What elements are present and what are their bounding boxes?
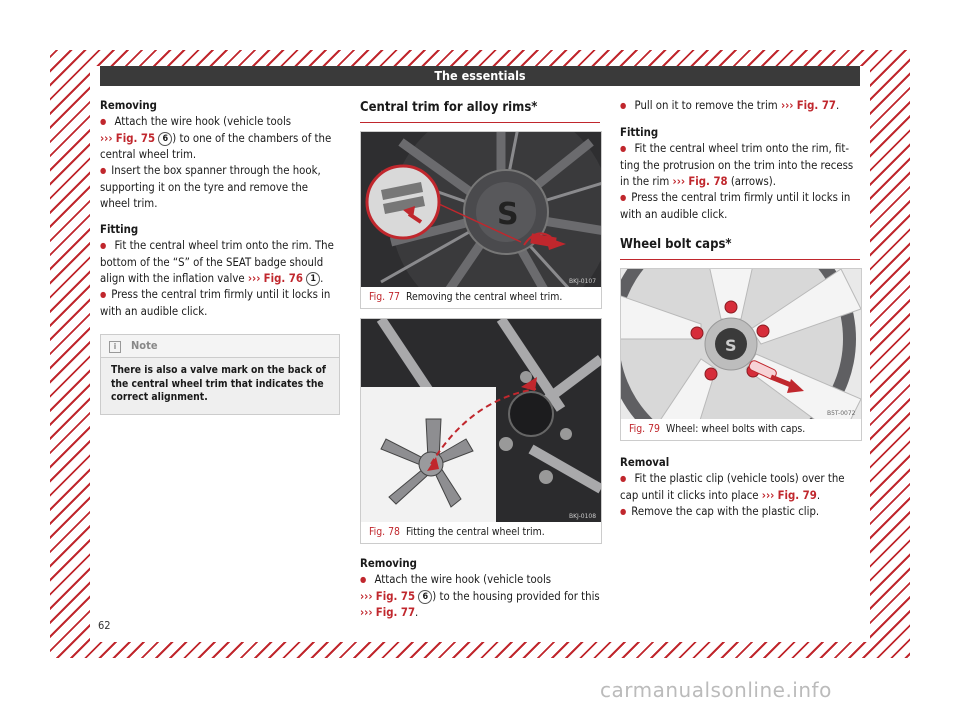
removing-subheading-2: Removing bbox=[360, 557, 417, 570]
wheel-trim-fitting-image bbox=[361, 319, 601, 522]
svg-text:S: S bbox=[725, 336, 737, 355]
note-text: There is also a valve mark on the back of the central wheel trim that indicates the correct alignment. bbox=[111, 364, 326, 403]
fig-77-link[interactable]: Fig. 77 bbox=[796, 99, 836, 112]
wheel-trim-removal-image bbox=[361, 132, 601, 287]
figure-77-caption: Fig. 77 Removing the central wheel trim. bbox=[369, 291, 563, 303]
removing-subheading: Removing bbox=[100, 99, 157, 112]
info-icon: i bbox=[109, 341, 121, 353]
removing-step-2: ● Insert the box spanner through the hook, supporting it on the tyre and remove the wheel trim. bbox=[100, 163, 340, 212]
fitting-subheading: Fitting bbox=[100, 223, 139, 236]
figure-79 bbox=[620, 268, 862, 441]
ref-arrow: ››› bbox=[672, 175, 686, 188]
fitting-subheading-2: Fitting bbox=[620, 126, 659, 139]
right-fitting-step-2: ● Press the central trim firmly until it locks in with an audible click. bbox=[620, 190, 860, 223]
ref-arrow: ››› bbox=[780, 99, 794, 112]
figure-code: BKJ-0107 bbox=[569, 278, 597, 285]
central-trim-heading: Central trim for alloy rims* bbox=[360, 100, 600, 123]
ref-arrow: ››› bbox=[360, 606, 373, 619]
ref-arrow: ››› bbox=[247, 272, 261, 285]
right-column bbox=[620, 94, 860, 521]
ref-arrow: ››› bbox=[761, 489, 775, 502]
removal-step-1: ● Fit the plastic clip (vehicle tools) over the cap until it clicks into place ››› Fig. 79. bbox=[620, 471, 860, 504]
figure-78 bbox=[360, 318, 602, 544]
figure-78-caption: Fig. 78 Fitting the central wheel trim. bbox=[369, 526, 545, 538]
figure-code: B5T-0072 bbox=[827, 410, 856, 417]
wheel-bolt-caps-heading: Wheel bolt caps* bbox=[620, 237, 860, 260]
removing-step-1: ● Attach the wire hook (vehicle tools ››› Fig. 75 6 ) to one of the chambers of the central wheel trim. bbox=[100, 114, 340, 163]
ref-arrow: ››› bbox=[360, 590, 373, 603]
fitting-step-1: ● Fit the central wheel trim onto the rim. The bottom of the “S” of the SEAT badge should align with the inflation valve ››› Fig. 76 1 . bbox=[100, 238, 340, 287]
removal-subheading: Removal bbox=[620, 456, 670, 469]
callout-6: 6 bbox=[418, 590, 432, 604]
fitting-step-2: ● Press the central trim firmly until it locks in with an audible click. bbox=[100, 287, 340, 320]
middle-removing-step-1: ● Attach the wire hook (vehicle tools ››› Fig. 75 6 ) to the housing provided for this ››› Fig. 77. bbox=[360, 572, 600, 621]
removal-step-2: ● Remove the cap with the plastic clip. bbox=[620, 504, 860, 521]
fig-75-link[interactable]: Fig. 75 bbox=[375, 590, 416, 603]
note-box bbox=[100, 334, 340, 415]
figure-code: BKJ-0108 bbox=[569, 513, 597, 520]
fig-79-link[interactable]: Fig. 79 bbox=[777, 489, 817, 502]
section-header: The essentials bbox=[100, 66, 860, 86]
wheel-bolt-caps-image bbox=[621, 269, 861, 419]
pull-step: ● Pull on it to remove the trim ››› Fig. 77. bbox=[620, 98, 860, 115]
left-column bbox=[100, 94, 340, 415]
svg-text:S: S bbox=[497, 197, 519, 232]
ref-arrow: ››› bbox=[100, 132, 113, 145]
figure-79-caption: Fig. 79 Wheel: wheel bolts with caps. bbox=[629, 423, 806, 435]
middle-column bbox=[360, 100, 600, 621]
note-header: i Note bbox=[101, 335, 339, 358]
watermark: carmanualsonline.info bbox=[600, 678, 832, 702]
page-number: 62 bbox=[98, 619, 111, 632]
fig-75-link[interactable]: Fig. 75 bbox=[115, 132, 156, 145]
fig-77-link[interactable]: Fig. 77 bbox=[375, 606, 416, 619]
fig-76-link[interactable]: Fig. 76 bbox=[263, 272, 303, 285]
fig-78-link[interactable]: Fig. 78 bbox=[688, 175, 728, 188]
right-fitting-step-1: ● Fit the central wheel trim onto the rim, fit-ting the protrusion on the trim into the recess in the rim ››› Fig. 78 (arrows). bbox=[620, 141, 860, 190]
figure-77 bbox=[360, 131, 602, 309]
callout-6: 6 bbox=[158, 132, 172, 146]
callout-1: 1 bbox=[306, 272, 320, 286]
